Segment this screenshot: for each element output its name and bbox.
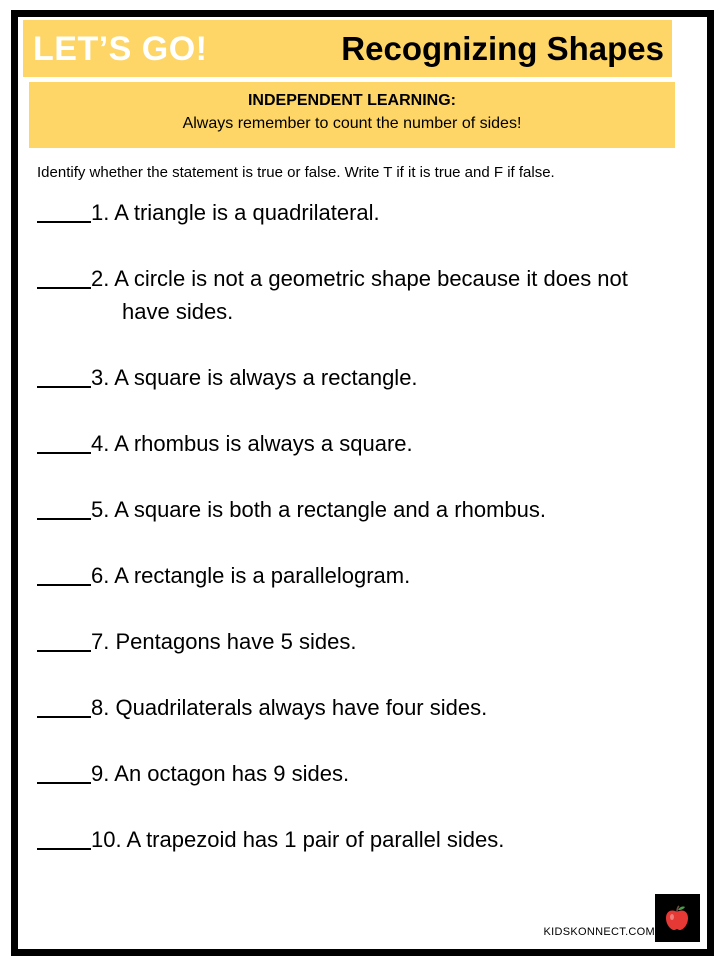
- instructions: Identify whether the statement is true or false. Write T if it is true and F if false.: [37, 164, 555, 181]
- question-item: [37, 196, 677, 229]
- question-item: [37, 493, 677, 526]
- answer-blank[interactable]: [37, 287, 91, 289]
- question-number: 1.: [91, 200, 110, 225]
- banner-text: Always remember to count the number of sides!: [182, 115, 522, 132]
- question-text: A trapezoid has 1 pair of parallel sides.: [126, 827, 505, 852]
- question-item: [37, 691, 677, 724]
- question-item: [37, 361, 677, 394]
- question-text: A square is always a rectangle.: [114, 365, 418, 390]
- question-number: 4.: [91, 431, 110, 456]
- question-item: [37, 625, 677, 658]
- question-item: [37, 262, 677, 328]
- question-item: [37, 427, 677, 460]
- question-text: An octagon has 9 sides.: [114, 761, 350, 786]
- question-item: [37, 757, 677, 790]
- question-number: 5.: [91, 497, 110, 522]
- question-number: 3.: [91, 365, 110, 390]
- page-title: Recognizing Shapes: [341, 30, 664, 67]
- question-number: 2.: [91, 266, 110, 291]
- answer-blank[interactable]: [37, 782, 91, 784]
- question-text: A circle is not a geometric shape because it does not have sides.: [114, 266, 628, 324]
- question-number: 10.: [91, 827, 122, 852]
- lets-go-label: LET’S GO!: [33, 30, 208, 68]
- answer-blank[interactable]: [37, 716, 91, 718]
- banner-heading: INDEPENDENT LEARNING:: [247, 92, 456, 109]
- apple-icon: [663, 904, 691, 932]
- footer-site: KIDSKONNECT.COM: [543, 926, 655, 938]
- question-text: A rhombus is always a square.: [114, 431, 413, 456]
- title-bar: [23, 20, 672, 77]
- answer-blank[interactable]: [37, 650, 91, 652]
- answer-blank[interactable]: [37, 848, 91, 850]
- question-text: Quadrilaterals always have four sides.: [115, 695, 488, 720]
- question-item: [37, 559, 677, 592]
- answer-blank[interactable]: [37, 518, 91, 520]
- question-text: A rectangle is a parallelogram.: [114, 563, 411, 588]
- logo-box: [655, 894, 700, 942]
- question-number: 7.: [91, 629, 110, 654]
- question-text: A triangle is a quadrilateral.: [114, 200, 380, 225]
- answer-blank[interactable]: [37, 221, 91, 223]
- answer-blank[interactable]: [37, 452, 91, 454]
- answer-blank[interactable]: [37, 386, 91, 388]
- question-text: A square is both a rectangle and a rhombus.: [114, 497, 546, 522]
- question-number: 6.: [91, 563, 110, 588]
- question-list: [37, 196, 677, 889]
- independent-learning-banner: [29, 82, 675, 148]
- question-text: Pentagons have 5 sides.: [115, 629, 357, 654]
- question-number: 9.: [91, 761, 110, 786]
- question-item: [37, 823, 677, 856]
- question-number: 8.: [91, 695, 110, 720]
- answer-blank[interactable]: [37, 584, 91, 586]
